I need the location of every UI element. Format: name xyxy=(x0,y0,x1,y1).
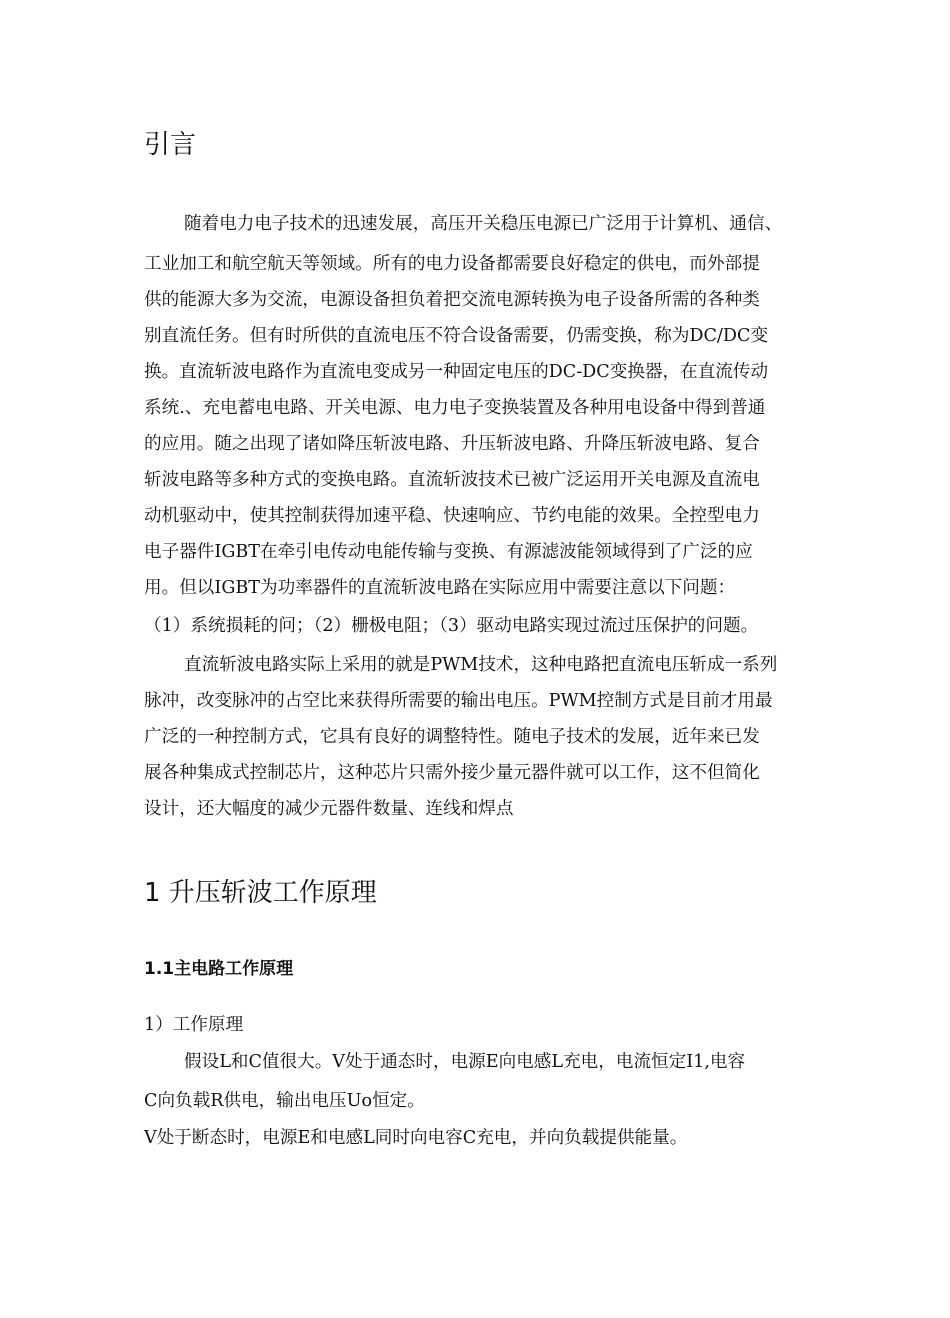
intro-p2-line-1: 直流斩波电路实际上采用的就是PWM技术，这种电路把直流电压斩成一系列 xyxy=(184,655,778,675)
intro-p2-line-4: 展各种集成式控制芯片，这种芯片只需外接少量元器件就可以工作，这不但简化 xyxy=(144,763,760,783)
intro-p1-line-3: 供的能源大多为交流，电源设备担负着把交流电源转换为电子设备所需的各种类 xyxy=(144,290,760,310)
section1-p-line-1: 假设L和C值很大。V处于通态时，电源E向电感L充电，电流恒定I1,电容 xyxy=(184,1052,746,1072)
intro-p1-line-11: 用。但以IGBT为功率器件的直流斩波电路在实际应用中需要注意以下问题： xyxy=(144,578,736,598)
intro-p2-line-5: 设计，还大幅度的减少元器件数量、连线和焊点 xyxy=(144,799,514,819)
intro-p1-line-4: 别直流任务。但有时所供的直流电压不符合设备需要，仍需变换，称为DC/DC变 xyxy=(144,326,769,346)
section1-p-line-3: V处于断态时，电源E和电感L同时向电容C充电，并向负载提供能量。 xyxy=(144,1128,688,1148)
intro-p1-line-5: 换。直流斩波电路作为直流电变成另一种固定电压的DC-DC变换器，在直流传动 xyxy=(144,362,769,382)
intro-heading: 引言 xyxy=(144,130,197,160)
intro-p1-line-10: 电子器件IGBT在牵引电传动电能传输与变换、有源滤波能领域得到了广泛的应 xyxy=(144,542,753,562)
section1-p-line-2: C向负载R供电，输出电压Uo恒定。 xyxy=(144,1091,425,1111)
intro-p2-line-3: 广泛的一种控制方式，它具有良好的调整特性。随电子技术的发展，近年来已发 xyxy=(144,727,760,747)
section1-heading: 1 升压斩波工作原理 xyxy=(144,878,377,908)
intro-p1-line-1: 随着电力电子技术的迅速发展，高压开关稳压电源已广泛用于计算机、通信、 xyxy=(184,214,783,234)
intro-p1-line-2: 工业加工和航空航天等领域。所有的电力设备都需要良好稳定的供电，而外部提 xyxy=(144,254,760,274)
intro-p1-line-8: 斩波电路等多种方式的变换电路。直流斩波技术已被广泛运用开关电源及直流电 xyxy=(144,470,760,490)
intro-p1-line-12: （1）系统损耗的问；（2）栅极电阻；（3）驱动电路实现过流过压保护的问题。 xyxy=(144,616,759,636)
intro-p1-line-6: 系统.、充电蓄电电路、开关电源、电力电子变换装置及各种用电设备中得到普通 xyxy=(144,398,766,418)
intro-p2-line-2: 脉冲，改变脉冲的占空比来获得所需要的输出电压。PWM控制方式是目前才用最 xyxy=(144,691,773,711)
section1-1-heading: 1.1主电路工作原理 xyxy=(144,959,294,979)
item-label-working-principle: 1）工作原理 xyxy=(144,1015,244,1035)
intro-p1-line-9: 动机驱动中，使其控制获得加速平稳、快速响应、节约电能的效果。全控型电力 xyxy=(144,506,760,526)
intro-p1-line-7: 的应用。随之出现了诸如降压斩波电路、升压斩波电路、升降压斩波电路、复合 xyxy=(144,434,760,454)
